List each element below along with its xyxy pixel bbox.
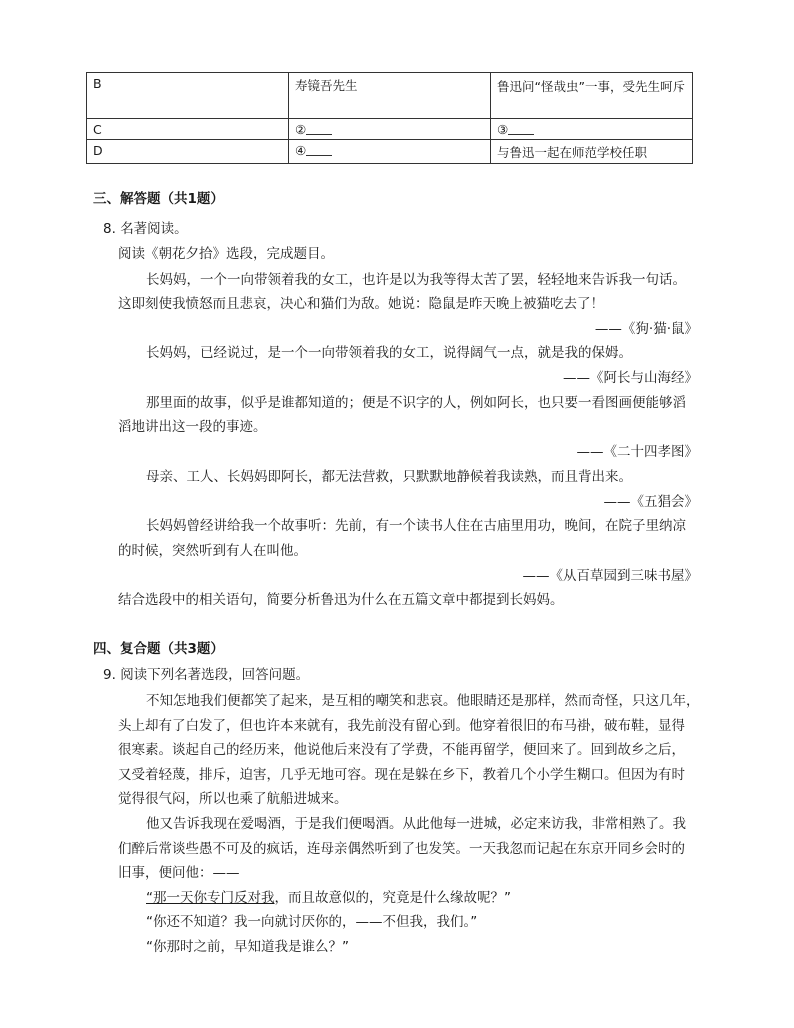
fill-blank xyxy=(306,143,332,156)
passage-line: 又受着轻蔑，排斥，迫害，几乎无地可容。现在是躲在乡下，教着几个小学生糊口。但因为有时 xyxy=(118,767,685,783)
source-label: ——《五猖会》 xyxy=(603,494,698,510)
table-cell: 鲁迅问“怪哉虫”一事，受先生呵斥 xyxy=(491,73,693,119)
passage-line: 长妈妈曾经讲给我一个故事听：先前，有一个读书人住在古庙里用功，晚间，在院子里纳凉 xyxy=(146,518,686,534)
table-cell: 寿镜吾先生 xyxy=(289,73,491,119)
dialogue-line: “你还不知道？我一向就讨厌你的，——不但我，我们。” xyxy=(146,914,478,930)
source-label: ——《二十四孝图》 xyxy=(576,444,698,460)
section-heading: 四、复合题（共3题） xyxy=(93,641,224,657)
table-cell: B xyxy=(87,73,289,119)
passage-line: 这即刻使我愤怒而且悲哀，决心和猫们为敌。她说：隐鼠是昨天晚上被猫吃去了！ xyxy=(118,296,604,312)
passage-line: 滔地讲出这一段的事迹。 xyxy=(118,419,267,435)
dialogue-line xyxy=(146,886,511,906)
question-text: 阅读下列名著选段，回答问题。 xyxy=(120,667,310,683)
table-row xyxy=(87,140,693,164)
question-number: 9. xyxy=(103,667,116,683)
answer-table xyxy=(86,72,693,164)
passage-line: 头上却有了白发了，但也许本来就有，我先前没有留心到。他穿着很旧的布马褂，破布鞋，显得 xyxy=(118,718,685,734)
passage-line: 觉得很气闷，所以也乘了航船进城来。 xyxy=(118,791,348,807)
passage-line: 长妈妈，已经说过，是一个一向带领着我的女工，说得阔气一点，就是我的保姆。 xyxy=(146,345,632,361)
dialogue-text: ，而且故意似的，究竟是什么缘故呢？” xyxy=(274,890,511,906)
intro-text: 阅读《朝花夕拾》选段，完成题目。 xyxy=(118,246,334,262)
table-cell xyxy=(289,140,491,164)
table-cell xyxy=(289,119,491,140)
passage-line: 长妈妈，一个一向带领着我的女工，也许是以为我等得太苦了罢，轻轻地来告诉我一句话。 xyxy=(146,272,686,288)
question-prompt: 结合选段中的相关语句，简要分析鲁迅为什么在五篇文章中都提到长妈妈。 xyxy=(118,592,564,608)
source-label: ——《阿长与山海经》 xyxy=(563,370,698,386)
table-cell: C xyxy=(87,119,289,140)
blank-number: ③ xyxy=(497,122,509,137)
question-title xyxy=(103,217,188,237)
table-cell: 与鲁迅一起在师范学校任职 xyxy=(491,140,693,164)
question-title xyxy=(103,663,309,683)
table-cell: D xyxy=(87,140,289,164)
passage-line: 很寒素。谈起自己的经历来，他说他后来没有了学费，不能再留学，便回来了。回到故乡之后， xyxy=(118,742,685,758)
table-cell xyxy=(491,119,693,140)
fill-blank xyxy=(306,122,332,135)
table-row xyxy=(87,119,693,140)
blank-number: ④ xyxy=(295,143,307,158)
question-number: 8. xyxy=(103,221,116,237)
passage-line: 不知怎地我们便都笑了起来，是互相的嘲笑和悲哀。他眼睛还是那样，然而奇怪，只这几年， xyxy=(146,693,700,709)
passage-line: 那里面的故事，似乎是谁都知道的；便是不识字的人，例如阿长，也只要一看图画便能够滔 xyxy=(146,395,686,411)
underlined-text: “那一天你专门反对我 xyxy=(146,890,275,906)
passage-line: 们醉后常谈些愚不可及的疯话，连母亲偶然听到了也发笑。一天我忽而记起在东京开同乡会时的 xyxy=(118,841,685,857)
source-label: ——《从百草园到三味书屋》 xyxy=(522,568,698,584)
fill-blank xyxy=(508,122,534,135)
section-heading: 三、解答题（共1题） xyxy=(93,191,224,207)
passage-line: 旧事，便问他：—— xyxy=(118,865,240,881)
passage-line: 母亲、工人、长妈妈即阿长，都无法营救，只默默地静候着我读熟，而且背出来。 xyxy=(146,469,632,485)
passage-line: 的时候，突然听到有人在叫他。 xyxy=(118,543,307,559)
question-text: 名著阅读。 xyxy=(120,221,188,237)
passage-line: 他又告诉我现在爱喝酒，于是我们便喝酒。从此他每一进城，必定来访我，非常相熟了。我 xyxy=(146,816,686,832)
table-row xyxy=(87,73,693,119)
blank-number: ② xyxy=(295,122,307,137)
source-label: ——《狗·猫·鼠》 xyxy=(594,321,698,337)
dialogue-line: “你那时之前，早知道我是谁么？” xyxy=(146,939,349,955)
